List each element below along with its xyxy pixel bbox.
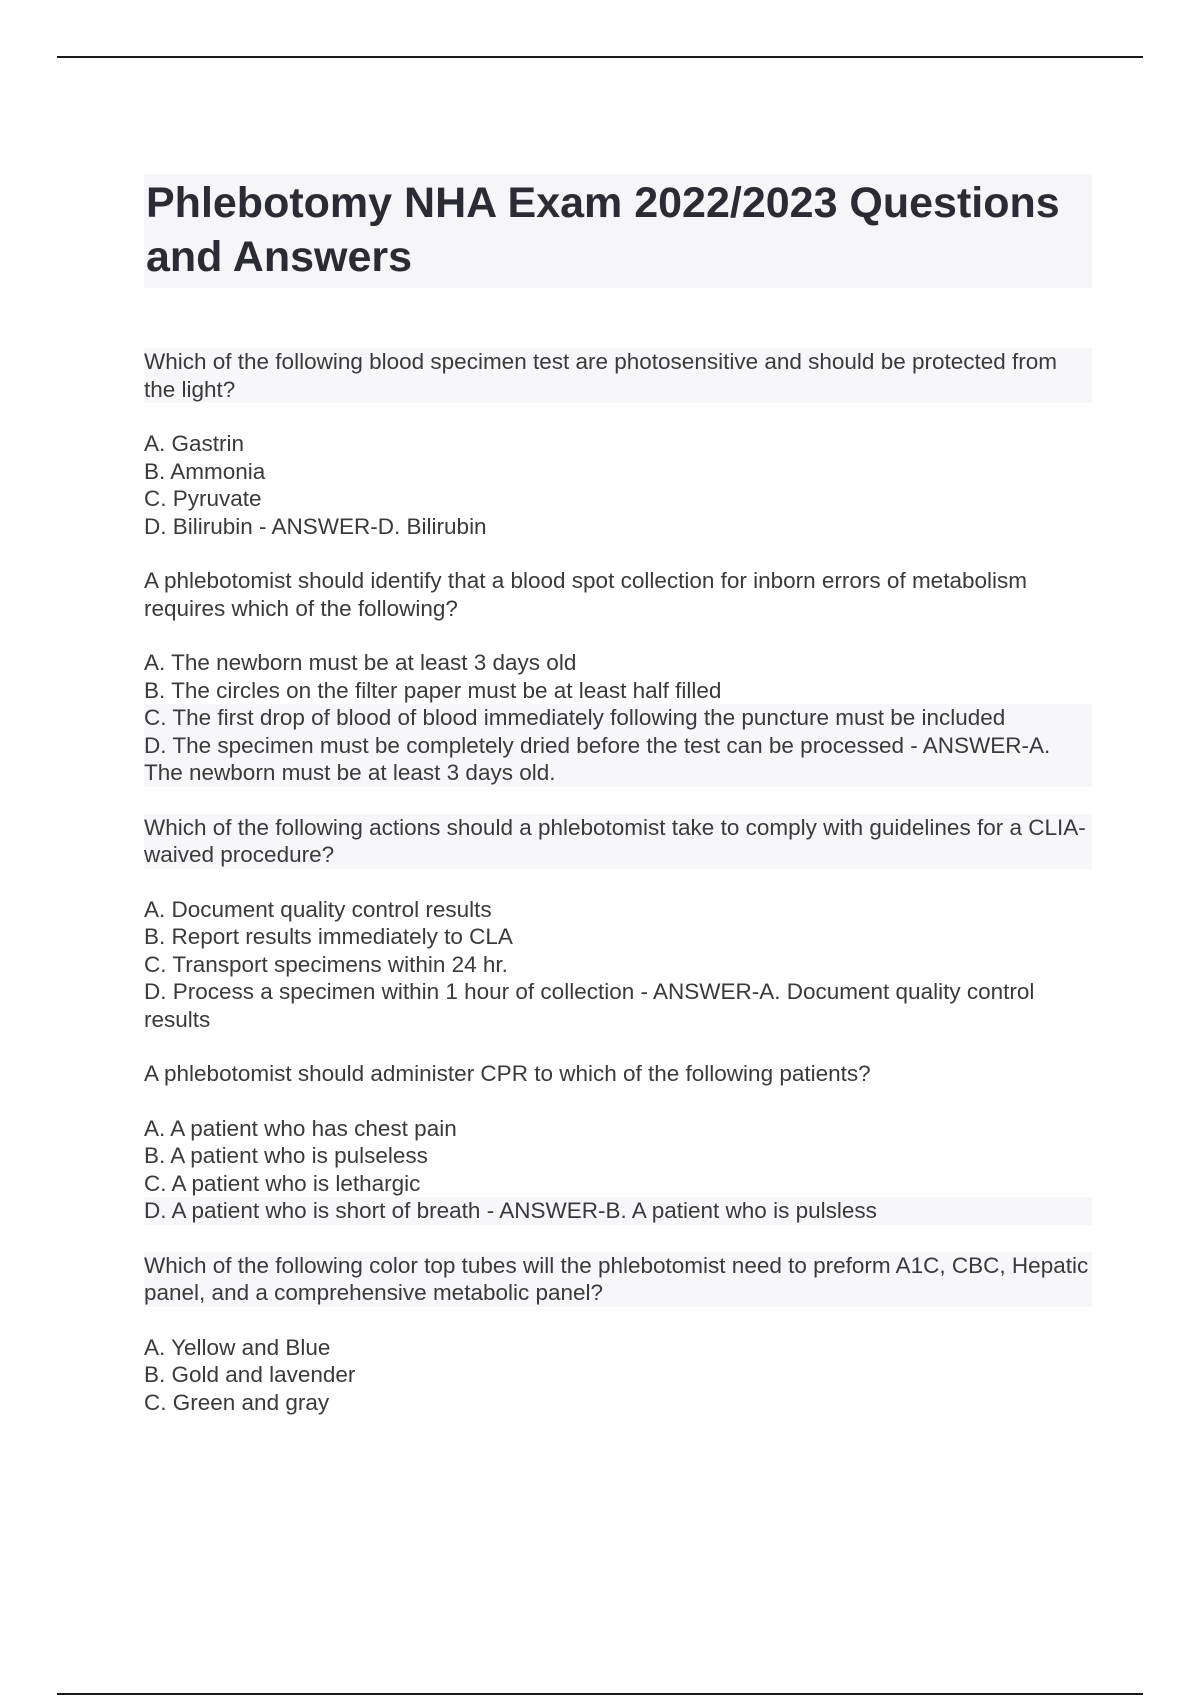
option-with-answer: D. Bilirubin - ANSWER-D. Bilirubin [144, 513, 487, 539]
question-text: Which of the following blood specimen test are photosensitive and should be protected from the light? [144, 348, 1092, 403]
option: A. Yellow and Blue [144, 1334, 331, 1360]
option-with-answer: D. Process a specimen within 1 hour of collection - ANSWER-A. Document quality control results [144, 979, 1035, 1032]
option: A. The newborn must be at least 3 days old [144, 650, 577, 675]
option: B. A patient who is pulseless [144, 1143, 428, 1168]
option-with-answer: D. A patient who is short of breath - ANSWER-B. A patient who is pulsless [144, 1197, 1092, 1225]
question-text: A phlebotomist should administer CPR to which of the following patients? [144, 1061, 871, 1086]
option: B. Gold and lavender [144, 1362, 356, 1387]
question-block-1 [144, 348, 1092, 540]
document-content [144, 174, 1092, 1443]
option: A. Document quality control results [144, 896, 492, 922]
question-block-4 [144, 1060, 1092, 1225]
question-text: A phlebotomist should identify that a blood spot collection for inborn errors of metabolism requires which of the following? [144, 568, 1027, 621]
option: B. Ammonia [144, 458, 266, 484]
top-rule [57, 56, 1143, 58]
option: B. Report results immediately to CLA [144, 924, 513, 949]
option: C. Pyruvate [144, 486, 262, 511]
question-text: Which of the following color top tubes will the phlebotomist need to preform A1C, CBC, Hepatic panel, and a comprehensive metabolic panel? [144, 1252, 1092, 1307]
bottom-rule [57, 1693, 1143, 1695]
option: B. The circles on the filter paper must be at least half filled [144, 677, 722, 703]
option: A. A patient who has chest pain [144, 1115, 457, 1141]
option: C. Green and gray [144, 1389, 330, 1415]
question-block-3 [144, 814, 1092, 1034]
option: A. Gastrin [144, 431, 245, 456]
question-block-2 [144, 567, 1092, 787]
page-title: Phlebotomy NHA Exam 2022/2023 Questions and Answers [144, 174, 1092, 288]
option: C. A patient who is lethargic [144, 1170, 421, 1196]
option-with-answer: D. The specimen must be completely dried before the test can be processed - ANSWER-A. The newborn must be at least 3 days old. [144, 732, 1092, 787]
question-text: Which of the following actions should a phlebotomist take to comply with guidelines for a CLIA-waived procedure? [144, 814, 1092, 869]
question-block-5 [144, 1252, 1092, 1417]
option: C. Transport specimens within 24 hr. [144, 951, 508, 977]
option: C. The first drop of blood of blood immediately following the puncture must be included [144, 704, 1092, 732]
